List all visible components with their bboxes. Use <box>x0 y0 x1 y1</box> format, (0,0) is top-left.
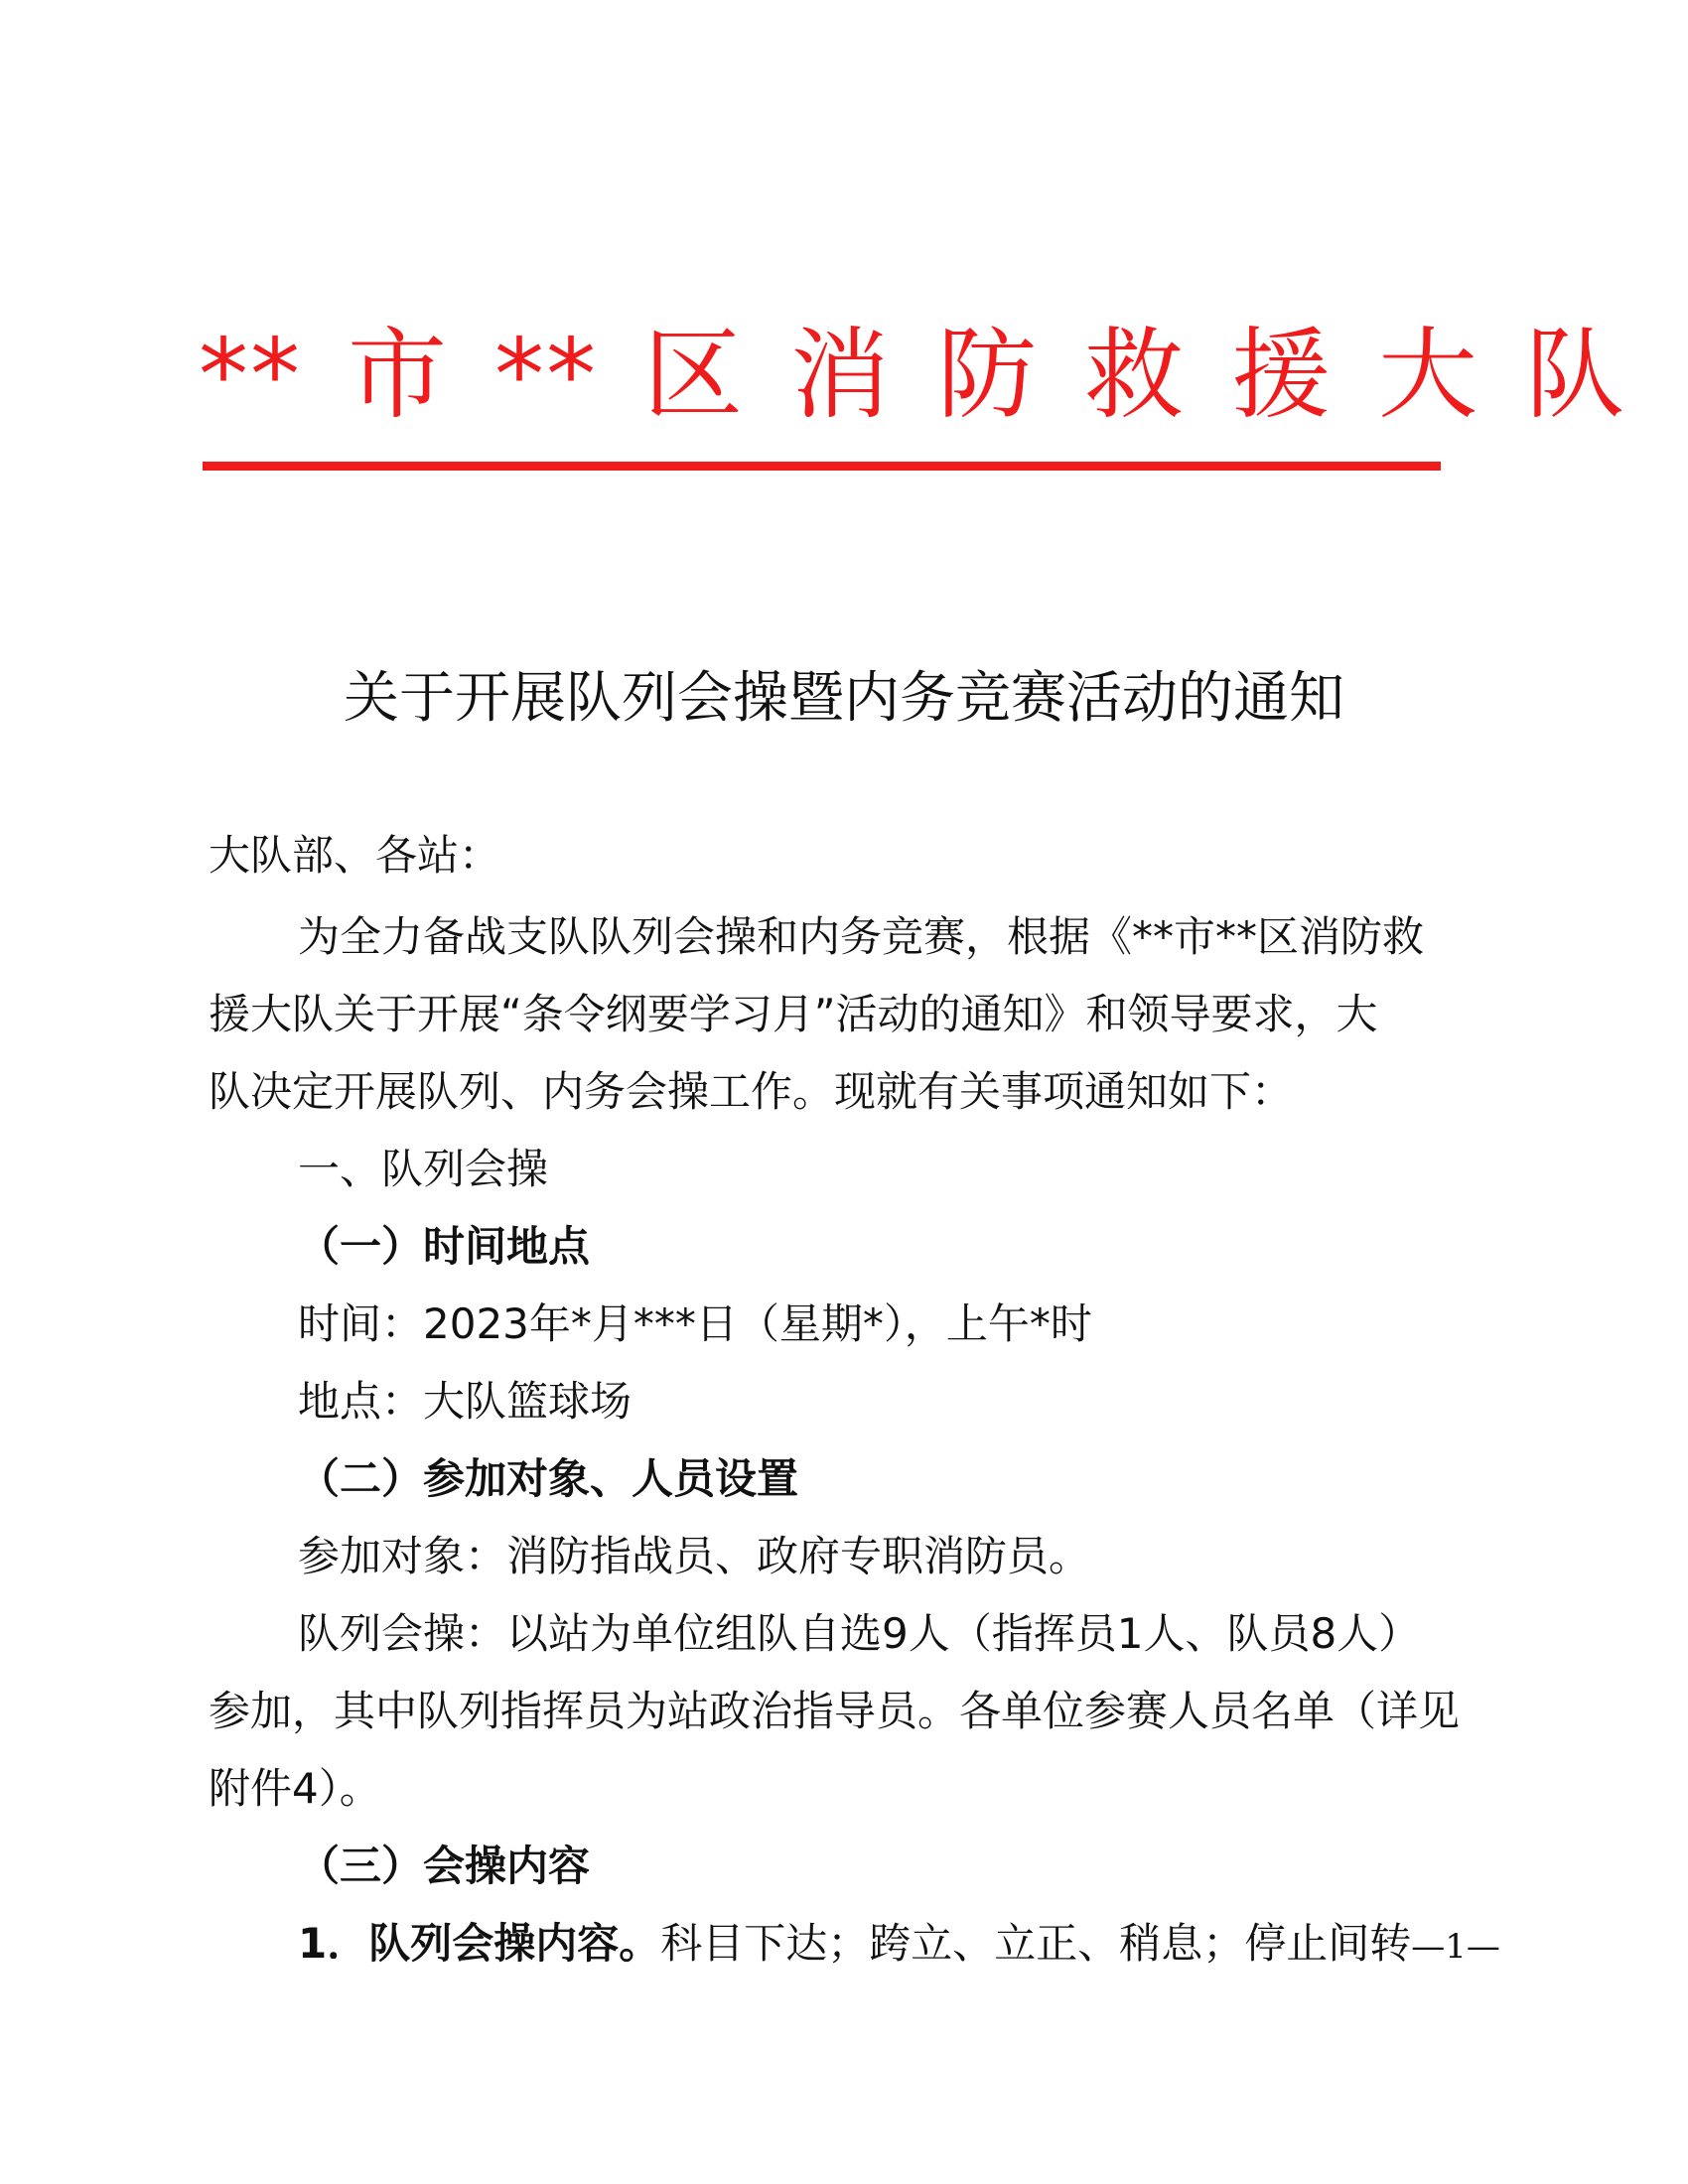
drill-line-2: 参加，其中队列指挥员为站政治指导员。各单位参赛人员名单（详见 <box>209 1687 1461 1735</box>
drill-line-1: 队列会操：以站为单位组队自选9人（指挥员1人、队员8人） <box>298 1609 1421 1658</box>
org-header-char: 救 <box>1084 317 1186 433</box>
intro-line-3: 队决定开展队列、内务会操工作。现就有关事项通知如下： <box>209 1067 1294 1116</box>
document-title: 关于开展队列会操暨内务竞赛活动的通知 <box>344 666 1344 731</box>
org-header-char: 防 <box>937 317 1039 433</box>
org-header-title <box>199 316 1626 435</box>
content-label: 1．队列会操内容。 <box>298 1919 661 1968</box>
org-header-char: 市 <box>348 317 449 433</box>
org-header-char: 援 <box>1231 317 1333 433</box>
org-header-char: 队 <box>1525 317 1626 433</box>
section-heading-1: 一、队列会操 <box>298 1145 549 1193</box>
subsection-heading-content: （三）会操内容 <box>298 1842 591 1890</box>
content-text: 科目下达；跨立、立正、稍息；停止间转 <box>660 1919 1412 1968</box>
place-line: 地点：大队篮球场 <box>298 1377 633 1426</box>
salutation: 大队部、各站： <box>209 831 501 880</box>
org-header-char: ** <box>494 317 598 433</box>
org-header-char: 消 <box>790 317 892 433</box>
org-header-char: 区 <box>643 317 745 433</box>
content-line <box>298 1916 1500 1975</box>
time-line: 时间：2023年*月***日（星期*），上午*时 <box>298 1299 1092 1348</box>
page-number: —1— <box>1411 1927 1500 1967</box>
intro-line-2: 援大队关于开展“条令纲要学习月”活动的通知》和领导要求，大 <box>209 990 1378 1038</box>
subsection-heading-participants: （二）参加对象、人员设置 <box>298 1454 799 1503</box>
intro-line-1: 为全力备战支队队列会操和内务竞赛，根据《**市**区消防救 <box>298 912 1425 961</box>
subsection-heading-time-place: （一）时间地点 <box>298 1222 591 1271</box>
header-red-divider <box>203 462 1441 471</box>
org-header-char: ** <box>199 317 302 433</box>
drill-line-3: 附件4）。 <box>209 1764 381 1813</box>
participants-line: 参加对象：消防指战员、政府专职消防员。 <box>298 1532 1091 1580</box>
org-header-char: 大 <box>1378 317 1479 433</box>
